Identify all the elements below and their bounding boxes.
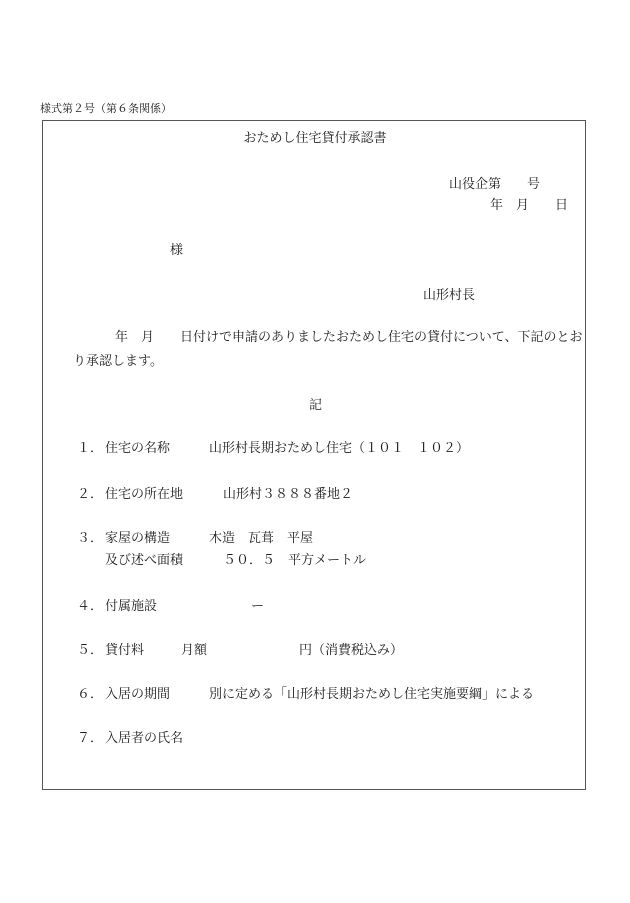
item-value: 山形村３８８８番地２ — [223, 487, 354, 502]
item-row — [77, 639, 403, 658]
ki-heading: 記 — [309, 398, 323, 413]
item-row — [77, 727, 183, 746]
item-label: 入居の期間 — [105, 687, 171, 702]
item-value: ５０．５ 平方メートル — [223, 553, 367, 568]
item-value: 月額 — [181, 643, 208, 658]
item-row — [77, 437, 469, 456]
item-label: 住宅の所在地 — [105, 487, 184, 502]
item-label: 付属施設 — [105, 599, 158, 614]
document-frame — [42, 120, 586, 790]
document-number: 山役企第 号 — [449, 177, 541, 192]
item-value: 山形村長期おためし住宅（１０１ １０２） — [209, 441, 470, 456]
item-label: 及び述べ面積 — [105, 553, 184, 568]
issuer-name: 山形村長 — [423, 288, 476, 303]
item-row — [77, 483, 353, 502]
item-row-continued — [105, 549, 366, 568]
item-number: １． — [77, 441, 104, 456]
item-number: ４． — [77, 599, 104, 614]
item-value: ー — [251, 599, 265, 614]
item-value: 木造 瓦葺 平屋 — [209, 531, 314, 546]
item-number: ２． — [77, 487, 104, 502]
item-number: ３． — [77, 531, 104, 546]
item-row — [77, 595, 264, 614]
document-title: おためし住宅貸付承認書 — [243, 131, 387, 146]
item-label: 住宅の名称 — [105, 441, 171, 456]
item-row — [77, 683, 534, 702]
item-row — [77, 527, 313, 546]
item-number: ５． — [77, 643, 104, 658]
item-value-unit: 円（消費税込み） — [299, 643, 404, 658]
item-label: 貸付料 — [105, 643, 145, 658]
item-number: ７． — [77, 731, 104, 746]
body-paragraph: 年 月 日付けで申請のありましたおためし住宅の貸付について、下記のとおり承認します。 — [73, 330, 583, 369]
item-label: 家屋の構造 — [105, 531, 171, 546]
form-number: 様式第２号（第６条関係） — [40, 102, 172, 115]
item-number: ６． — [77, 687, 104, 702]
document-date: 年 月 日 — [490, 198, 569, 213]
recipient-suffix: 様 — [170, 243, 184, 258]
item-label: 入居者の氏名 — [105, 731, 184, 746]
item-value: 別に定める「山形村長期おためし住宅実施要綱」による — [209, 687, 535, 702]
